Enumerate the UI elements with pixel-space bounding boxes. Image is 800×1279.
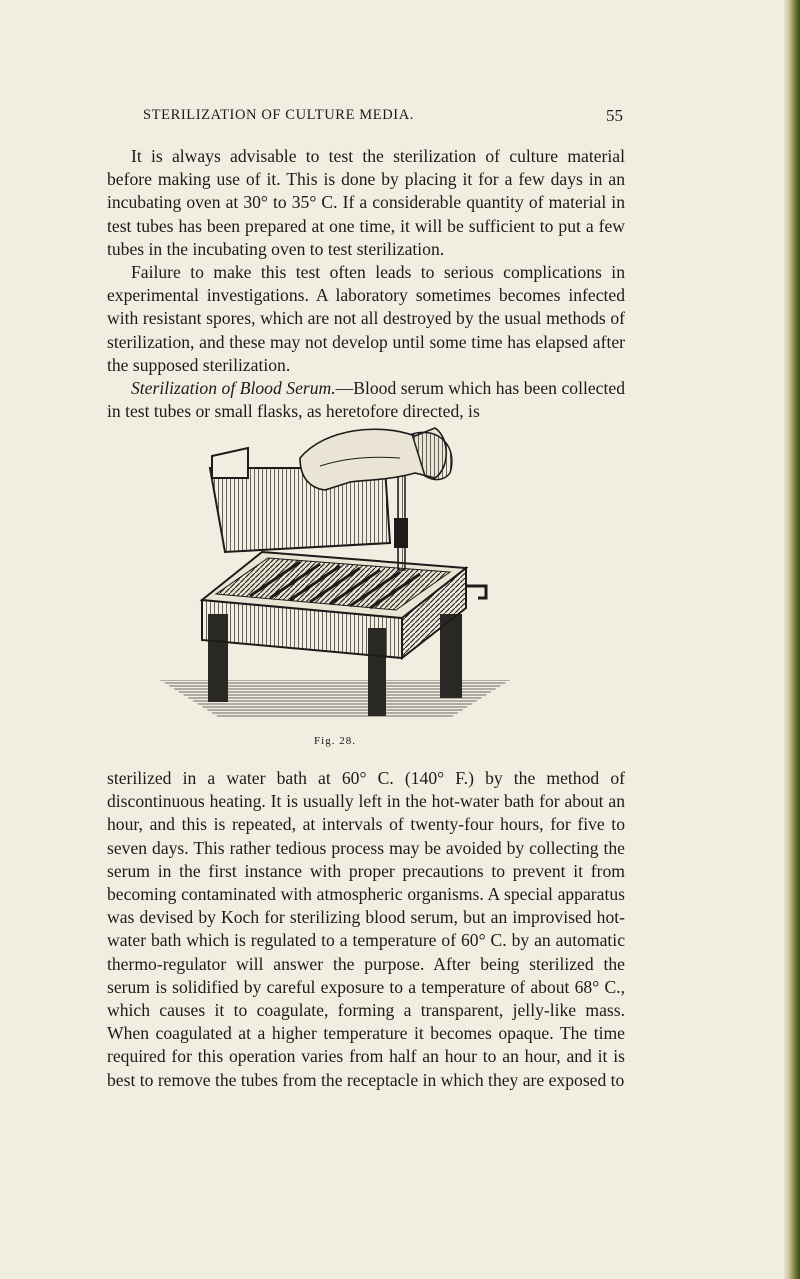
page-header (143, 107, 623, 131)
serum-apparatus-illustration (150, 418, 520, 724)
paragraph-testing-sterilization: It is always advisable to test the sterilization of culture material before making use of it. This is done by placing it for a few days in an incubating oven at 30° to 35° C. If a considerable quantity of material in test tubes has been prepared at one time, it will be sufficient to put a few tubes in the incubating oven to test sterilization. (107, 146, 625, 259)
body-text-bottom (107, 767, 625, 1092)
body-text-top (107, 145, 625, 423)
figure-28 (150, 418, 520, 748)
section-heading-blood-serum: Sterilization of Blood Serum. (131, 378, 336, 399)
page-number: 55 (606, 106, 623, 125)
paragraph-blood-serum (107, 377, 625, 423)
paragraph-blood-serum-text: —Blood serum which has been collected in test tubes or small flasks, as heretofore directed, is (107, 378, 625, 422)
paragraph-failure-to-test: Failure to make this test often leads to serious complications in experimental investigations. A laboratory sometimes becomes infected with resistant spores, which are not all destroyed by the usual methods of sterilization, and these may not develop until some time has elapsed after the supposed sterilization. (107, 262, 625, 375)
running-head: STERILIZATION OF CULTURE MEDIA. (143, 107, 414, 123)
figure-caption: Fig. 28. (314, 735, 356, 747)
paragraph-discontinuous-heating: sterilized in a water bath at 60° C. (140° F.) by the method of discontinuous heating. It is usually left in the hot-water bath for about an hour, and this is repeated, at intervals of twenty-four hours, for five to seven days. This rather tedious process may be avoided by collecting the serum in the first instance with proper precautions to prevent it from becoming contaminated with atmospheric organisms. A special apparatus was devised by Koch for sterilizing blood serum, but an improvised hot-water bath which is regulated to a temperature of 60° C. by an automatic thermo-regulator will answer the purpose. After being sterilized the serum is solidified by careful exposure to a temperature of about 68° C., which causes it to coagulate, forming a transparent, jelly-like mass. When coagulated at a higher temperature it becomes opaque. The time required for this operation varies from half an hour to an hour, and it is best to remove the tubes from the receptacle in which they are exposed to (107, 768, 625, 1090)
page-edge-binding (784, 0, 800, 1279)
